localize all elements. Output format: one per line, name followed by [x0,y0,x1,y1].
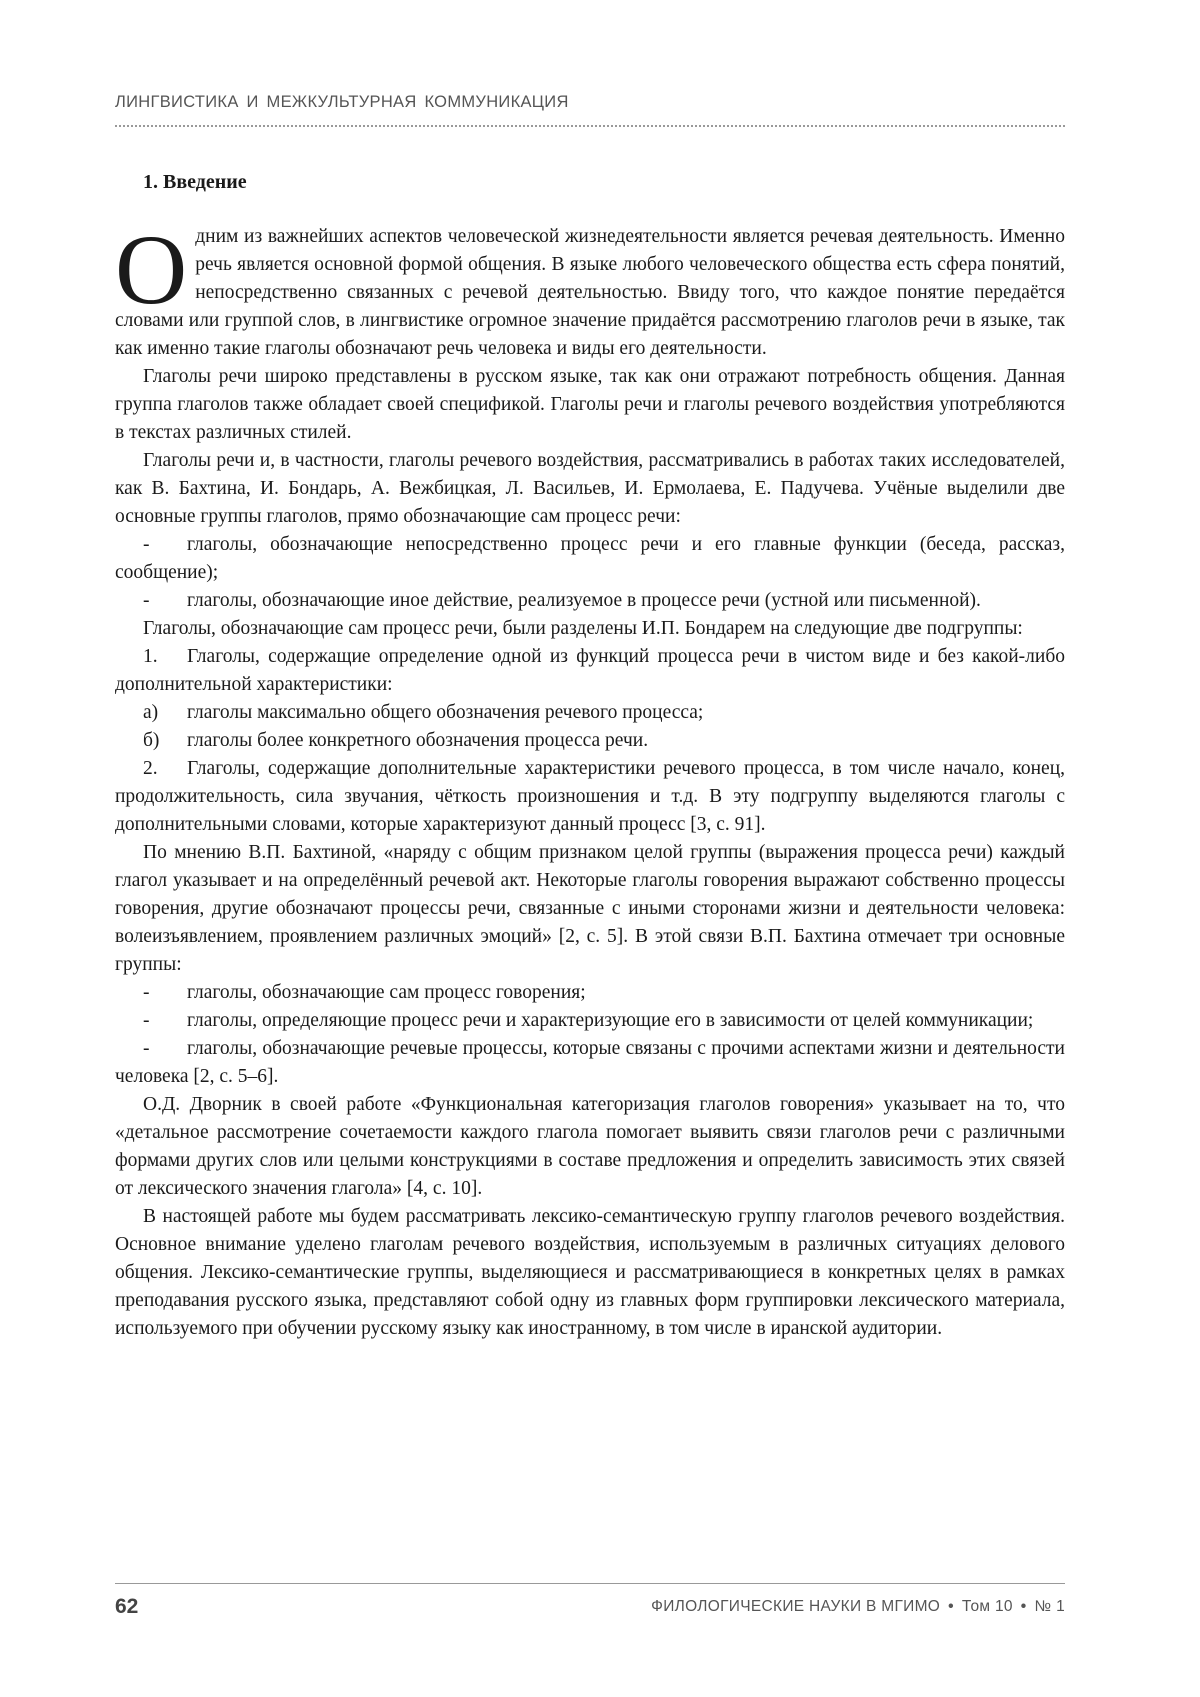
list-item [115,979,1065,1007]
list-marker: а) [143,702,159,723]
paragraph: О.Д. Дворник в своей работе «Функциональная категоризация глаголов говорения» указывает на то, что «детальное рассмотрение сочетаемости каждого глагола помогает выявить связи глаголов речи с различными формами других слов или целыми конструкциями в составе предложения и определить зависимость этих связей от лексического значения глагола» [4, с. 10]. [115,1094,1065,1199]
footer-divider [115,1583,1065,1584]
list-item-text: глаголы, обозначающие иное действие, реализуемое в процессе речи (устной или письменной). [187,590,981,611]
list-item [115,587,1065,615]
running-head: ЛИНГВИСТИКА И МЕЖКУЛЬТУРНАЯ КОММУНИКАЦИЯ [115,93,569,111]
list-item-text: глаголы, определяющие процесс речи и характеризующие его в зависимости от целей коммуникации; [187,1010,1034,1031]
list-marker: 1. [143,646,158,667]
list-item-text: глаголы, обозначающие речевые процессы, которые связаны с прочими аспектами жизни и деятельности человека [2, с. 5–6]. [115,1038,1065,1087]
list-item-text: глаголы максимально общего обозначения речевого процесса; [187,702,704,723]
list-marker: - [143,534,150,555]
list-item [115,699,1065,727]
bullet-separator: • [948,1598,954,1615]
list-item-text: глаголы, обозначающие сам процесс говорения; [187,982,586,1003]
journal-footer [651,1598,1065,1616]
list-marker: б) [143,730,160,751]
section-title: 1. Введение [143,171,247,193]
list-item-text: глаголы более конкретного обозначения процесса речи. [187,730,649,751]
drop-cap: О [115,214,188,325]
list-marker: - [143,982,150,1003]
journal-volume: Том 10 [961,1598,1013,1615]
paragraph: Глаголы, обозначающие сам процесс речи, были разделены И.П. Бондарем на следующие две подгруппы: [143,618,1023,639]
paragraph-intro [115,214,1065,363]
list-item-text: Глаголы, содержащие дополнительные характеристики речевого процесса, в том числе начало, конец, продолжительность, сила звучания, чёткость произношения и т.д. В эту подгруппу выделяются глаголы с дополнительными словами, которые характеризуют данный процесс [3, с. 91]. [115,758,1065,835]
list-item [115,755,1065,839]
list-marker: 2. [143,758,158,779]
list-item [115,1035,1065,1091]
paragraph: В настоящей работе мы будем рассматривать лексико-семантическую группу глаголов речевого воздействия. Основное внимание уделено глаголам речевого воздействия, используемым в различных ситуациях делового общения. Лексико-семантические группы, выделяющиеся и рассматривающиеся в конкретных целях в рамках преподавания русского языка, представляют собой одну из главных форм группировки лексического материала, используемого при обучении русскому языку как иностранному, в том числе в иранской аудитории. [115,1206,1065,1339]
list-item [115,1007,1065,1035]
list-item-text: глаголы, обозначающие непосредственно процесс речи и его главные функции (беседа, рассказ, сообщение); [115,534,1065,583]
paragraph: По мнению В.П. Бахтиной, «наряду с общим признаком целой группы (выражения процесса речи) каждый глагол указывает и на определённый речевой акт. Некоторые глаголы говорения выражают собственно процессы говорения, другие обозначают процессы речи, связанные с иными сторонами жизни и деятельности человека: волеизъявлением, проявлением различных эмоций» [2, с. 5]. В этой связи В.П. Бахтина отмечает три основные группы: [115,842,1065,975]
paragraph: Глаголы речи и, в частности, глаголы речевого воздействия, рассматривались в работах таких исследователей, как В. Бахтина, И. Бондарь, А. Вежбицкая, Л. Васильев, И. Ермолаева, Е. Падучева. Учёные выделили две основные группы глаголов, прямо обозначающие сам процесс речи: [115,450,1065,527]
bullet-separator: • [1020,1598,1027,1615]
page-number: 62 [115,1595,139,1618]
list-marker: - [143,1038,150,1059]
header-divider [115,125,1065,127]
list-marker: - [143,590,150,611]
paragraph: Глаголы речи широко представлены в русском языке, так как они отражают потребность общения. Данная группа глаголов также обладает своей спецификой. Глаголы речи и глаголы речевого воздействия употребляются в текстах различных стилей. [115,366,1065,443]
journal-issue: № 1 [1034,1598,1065,1615]
list-item [115,643,1065,699]
list-item [115,727,1065,755]
list-item-text: Глаголы, содержащие определение одной из функций процесса речи в чистом виде и без какой-либо дополнительной характеристики: [115,646,1065,695]
list-item [115,531,1065,587]
list-marker: - [143,1010,150,1031]
article-body [115,214,1065,1343]
journal-title: ФИЛОЛОГИЧЕСКИЕ НАУКИ В МГИМО [651,1598,941,1615]
paragraph-text: дним из важнейших аспектов человеческой жизнедеятельности является речевая деятельность. Именно речь является основной формой общения. В языке любого человеческого общества есть сфера понятий, непосредственно связанных с речевой деятельностью. Ввиду того, что каждое понятие передаётся словами или группой слов, в лингвистике огромное значение придаётся рассмотрению глаголов речи в языке, так как именно такие глаголы обозначают речь человека и виды его деятельности. [115,226,1065,359]
